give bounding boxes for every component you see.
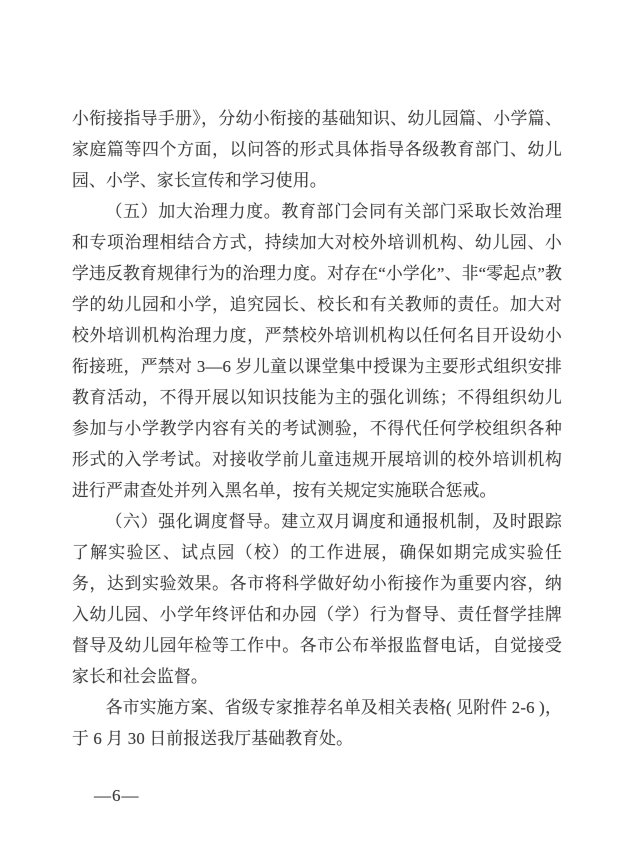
paragraph-closing: 各市实施方案、省级专家推荐名单及相关表格( 见附件 2-6 )，于 6 月 30 日前报送我厅基础教育处。 [72, 698, 562, 748]
paragraph-section-6: （六）强化调度督导。建立双月调度和通报机制，及时跟踪了解实验区、试点园（校）的工作进展，确保如期完成实验任务，达到实验效果。各市将科学做好幼小衔接作为重要内容，纳入幼儿园、小学年终评估和办园（学）行为督导、责任督学挂牌督导及幼儿园年检等工作中。各市公布举报监督电话，自觉接受家长和社会监督。 [72, 512, 562, 686]
page-number: —6— [94, 786, 140, 805]
text-block [72, 103, 562, 754]
paragraph-section-5: （五）加大治理力度。教育部门会同有关部门采取长效治理和专项治理相结合方式，持续加大对校外培训机构、幼儿园、小学违反教育规律行为的治理力度。对存在“小学化”、非“零起点”教学的幼儿园和小学，追究园长、校长和有关教师的责任。加大对校外培训机构治理力度，严禁校外培训机构以任何名目开设幼小衔接班，严禁对 3—6 岁儿童以课堂集中授课为主要形式组织安排教育活动，不得开展以知识技能为主的强化训练；不得组织幼儿参加与小学教学内容有关的考试测验，不得代任何学校组织各种形式的入学考试。对接收学前儿童违规开展培训的校外培训机构进行严肃查处并列入黑名单，按有关规定实施联合惩戒。 [72, 202, 562, 500]
paragraph-continuation: 小衔接指导手册》，分幼小衔接的基础知识、幼儿园篇、小学篇、家庭篇等四个方面，以问答的形式具体指导各级教育部门、幼儿园、小学、家长宣传和学习使用。 [72, 109, 562, 190]
